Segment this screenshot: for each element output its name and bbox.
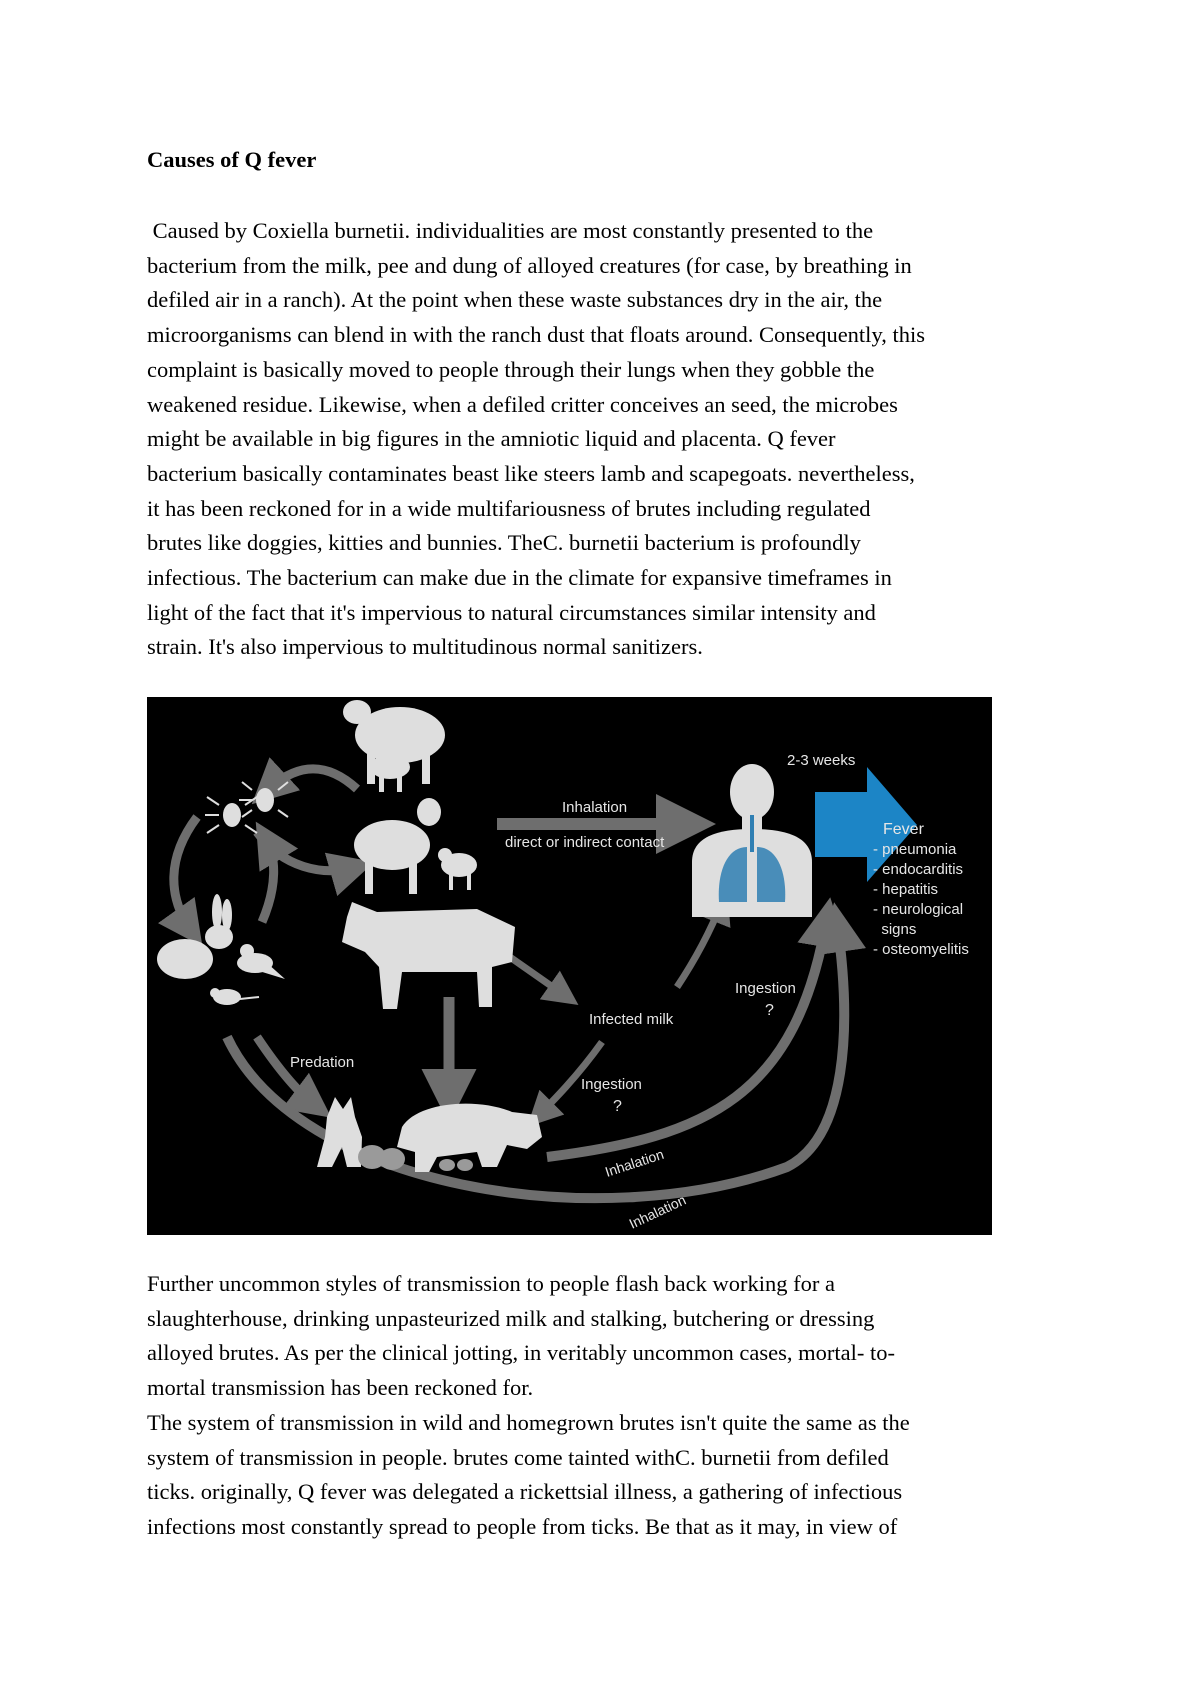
text-line: bacterium basically contaminates beast like steers lamb and scapegoats. nevertheless, <box>147 460 915 486</box>
weeks-label: 2-3 weeks <box>787 752 856 769</box>
goat-icon <box>354 798 477 894</box>
bird-icon <box>237 944 285 979</box>
symptom-6: - osteomyelitis <box>873 941 969 958</box>
paragraph-transmission-system <box>147 1406 1067 1545</box>
arrow-cow-to-milk <box>507 955 567 997</box>
paragraph-causes <box>147 214 1067 665</box>
arrow-cycle-left-down <box>174 817 197 932</box>
symptom-2: - endocarditis <box>873 861 964 878</box>
paragraph-uncommon-transmission <box>147 1267 1067 1406</box>
text-line: bacterium from the milk, pee and dung of alloyed creatures (for case, by breathing in <box>147 252 912 278</box>
text-line: strain. It's also impervious to multitudinous normal sanitizers. <box>147 634 703 660</box>
text-line: defiled air in a ranch). At the point when these waste substances dry in the air, the <box>147 287 883 313</box>
text-line: infectious. The bacterium can make due in the climate for expansive timeframes in <box>147 565 892 591</box>
text-line: Further uncommon styles of transmission to people flash back working for a <box>147 1271 835 1296</box>
sheep-icon <box>343 700 445 792</box>
infected-milk-label: Infected milk <box>589 1011 674 1028</box>
ingestion-right-question: ? <box>765 1002 774 1019</box>
text-line: Caused by Coxiella burnetii. individualities are most constantly presented to the <box>147 218 874 243</box>
fever-label: Fever <box>883 821 924 838</box>
contact-label: direct or indirect contact <box>505 834 665 851</box>
ingestion-center-label: Ingestion <box>581 1076 642 1093</box>
rodent-icon <box>210 988 259 1005</box>
cow-icon <box>342 902 515 1009</box>
text-line: weakened residue. Likewise, when a defiled critter conceives an seed, the microbes <box>147 391 898 417</box>
dog-icon <box>397 1104 542 1172</box>
text-line: The system of transmission in wild and homegrown brutes isn't quite the same as the <box>147 1410 910 1435</box>
text-line: infections most constantly spread to people from ticks. Be that as it may, in view of <box>147 1514 898 1540</box>
symptom-5: signs <box>873 921 917 938</box>
arrow-cycle-left-up <box>262 837 274 922</box>
symptom-4: - neurological <box>873 901 964 918</box>
rabbit-icon <box>157 894 233 979</box>
text-line: system of transmission in people. brutes come tainted withC. burnetii from defiled <box>147 1444 889 1470</box>
symptom-3: - hepatitis <box>873 881 939 898</box>
text-line: brutes like doggies, kitties and bunnies. TheC. burnetii bacterium is profoundly <box>147 530 861 556</box>
text-line: ticks. originally, Q fever was delegated a rickettsial illness, a gathering of infectious <box>147 1479 903 1505</box>
inhalation-top-label: Inhalation <box>562 799 628 816</box>
q-fever-transmission-diagram <box>147 697 992 1235</box>
human-icon <box>692 764 812 917</box>
symptom-1: - pneumonia <box>873 841 957 858</box>
text-line: mortal transmission has been reckoned for. <box>147 1375 534 1401</box>
text-line: slaughterhouse, drinking unpasteurized milk and stalking, butchering or dressing <box>147 1305 875 1331</box>
tick-icon <box>205 782 288 833</box>
cat-icon <box>317 1097 405 1170</box>
page-title: Causes of Q fever <box>147 147 317 172</box>
text-line: alloyed brutes. As per the clinical jotting, in veritably uncommon cases, mortal- to- <box>147 1340 895 1366</box>
diagram-svg <box>147 697 992 1235</box>
text-line: complaint is basically moved to people through their lungs when they gobble the <box>147 356 875 382</box>
inhalation-lower1-label: Inhalation <box>602 1145 666 1180</box>
text-line: microorganisms can blend in with the ranch dust that floats around. Consequently, this <box>147 322 925 348</box>
ingestion-right-label: Ingestion <box>735 980 796 997</box>
inhalation-lower2-label: Inhalation <box>626 1191 689 1232</box>
text-line: light of the fact that it's impervious to natural circumstances similar intensity and <box>147 599 876 625</box>
text-line: might be available in big figures in the amniotic liquid and placenta. Q fever <box>147 426 836 452</box>
ingestion-center-question: ? <box>613 1098 622 1115</box>
text-line: it has been reckoned for in a wide multifariousness of brutes including regulated <box>147 495 871 521</box>
arrow-inhalation-lower1 <box>547 917 827 1157</box>
predation-label: Predation <box>290 1054 355 1071</box>
